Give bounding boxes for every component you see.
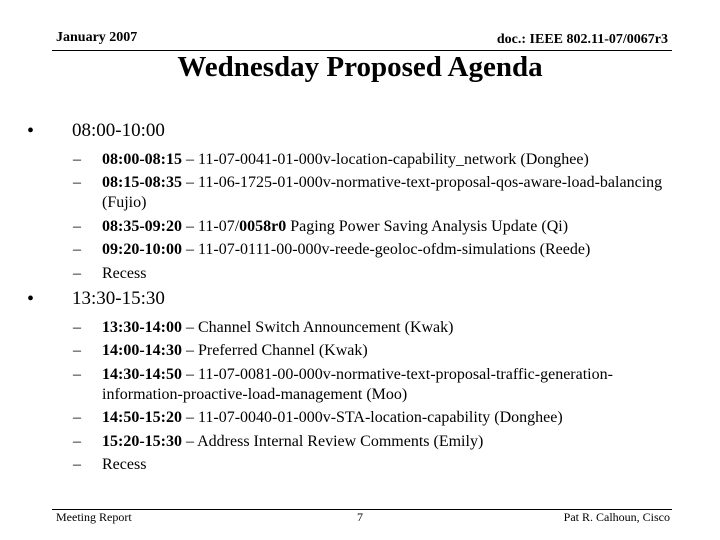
agenda-section-morning [0,120,720,287]
bullet-icon: • [27,120,35,142]
list-item [0,341,720,361]
list-item [0,408,720,428]
item-text: – 11-07-0081-00-000v-normative-text-proposal-traffic-generation-information-proactive-load-management (Moo) [102,365,613,403]
item-time: 09:20-10:00 [102,241,182,258]
item-text: – 11-06-1725-01-000v-normative-text-proposal-qos-aware-load-balancing (Fujio) [102,174,663,211]
item-doc-rev: 0058r0 [239,217,287,235]
item-text: – Address Internal Review Comments (Emily) [181,432,484,450]
list-item [0,365,720,405]
item-text: – 11-07/ [181,217,240,235]
item-text: – Channel Switch Announcement (Kwak) [181,318,454,336]
dash-icon: – [73,264,81,282]
item-time: 14:00-14:30 [102,342,182,359]
list-item [0,264,720,284]
item-time: 14:50-15:20 [102,409,182,426]
footer-left: Meeting Report [56,510,132,524]
section-heading: 13:30-15:30 [72,288,165,309]
item-text: – Preferred Channel (Kwak) [181,342,368,359]
item-time: 08:15-08:35 [102,174,182,191]
footer-author: Pat R. Calhoun, Cisco [563,510,670,524]
item-text-rest: Paging Power Saving Analysis Update (Qi) [286,217,569,235]
dash-icon: – [73,456,81,473]
item-time: 08:35-09:20 [102,217,182,235]
list-item [0,432,720,452]
footer-page-number: 7 [357,510,363,524]
item-time: 15:20-15:30 [102,432,182,450]
slide-title: Wednesday Proposed Agenda [177,51,543,83]
section-heading-row [0,288,720,314]
dash-icon: – [73,174,81,191]
agenda-section-afternoon [0,288,720,479]
item-time: 08:00-08:15 [102,150,182,168]
list-item [0,150,720,170]
dash-icon: – [73,409,81,426]
list-item [0,318,720,338]
item-text: – 11-07-0111-00-000v-reede-geoloc-ofdm-simulations (Reede) [181,241,591,258]
item-text: Recess [102,456,147,473]
dash-icon: – [73,241,81,258]
header-doc-id: doc.: IEEE 802.11-07/0067r3 [496,32,668,47]
list-item [0,240,720,260]
item-time: 14:30-14:50 [102,365,182,383]
dash-icon: – [73,365,81,383]
section-heading-row [0,120,720,146]
bullet-icon: • [27,288,35,310]
dash-icon: – [73,217,81,235]
item-text: – 11-07-0041-01-000v-location-capability_network (Donghee) [181,150,589,168]
dash-icon: – [73,150,81,168]
item-text: – 11-07-0040-01-000v-STA-location-capability (Donghee) [181,409,563,426]
item-time: 13:30-14:00 [102,318,182,336]
section-heading: 08:00-10:00 [72,120,165,141]
list-item [0,455,720,475]
dash-icon: – [73,318,81,336]
header-date: January 2007 [56,30,138,45]
item-text: Recess [102,264,147,282]
dash-icon: – [73,432,81,450]
list-item [0,173,720,213]
list-item [0,217,720,237]
dash-icon: – [73,342,81,359]
